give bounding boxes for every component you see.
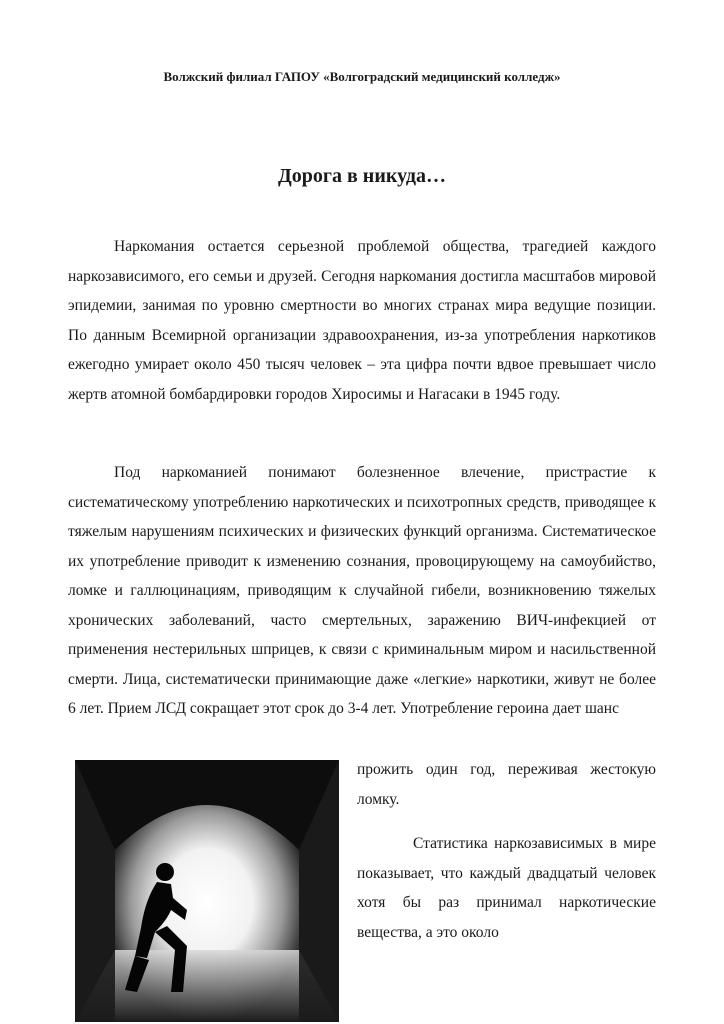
institution-header: Волжский филиал ГАПОУ «Волгоградский медицинский колледж» bbox=[163, 69, 561, 84]
paragraph-definition: Под наркоманией понимают болезненное влечение, пристрастие к систематическому употреблению наркотических и психотропных средств, приводящее к тяжелым нарушениям психических и физических функций организма. Систематическое их употребление приводит к изменению сознания, провоцирующему на самоубийство, ломке и галлюцинациям, приводящим к случайной гибели, возникновению тяжелых хронических заболеваний, часто смертельных, заражению ВИЧ-инфекцией от применения нестерильных шприцев, к связи с криминальным миром и насильственной смерти. Лица, систематически принимающие даже «легкие» наркотики, живут не более 6 лет. Прием ЛСД сокращает этот срок до 3-4 лет. Употребление героина дает шанс bbox=[68, 464, 656, 717]
paragraph-heroin-continued: прожить один год, переживая жестокую ломку. bbox=[357, 761, 656, 808]
paragraph-statistics: Статистика наркозависимых в мире показывает, что каждый двадцатый человек хотя бы раз принимал наркотические вещества, а это около bbox=[357, 835, 656, 941]
tunnel-silhouette-image bbox=[75, 760, 339, 1022]
paragraph-intro: Наркомания остается серьезной проблемой общества, трагедией каждого наркозависимого, его семьи и друзей. Сегодня наркомания достигла масштабов мировой эпидемии, занимая по уровню смертности во многих странах мира ведущие позиции. По данным Всемирной организации здравоохранения, из-за употребления наркотиков ежегодно умирает около 450 тысяч человек – эта цифра почти вдвое превышает число жертв атомной бомбардировки городов Хиросимы и Нагасаки в 1945 году. bbox=[68, 238, 656, 403]
article-title: Дорога в никуда… bbox=[278, 165, 446, 187]
